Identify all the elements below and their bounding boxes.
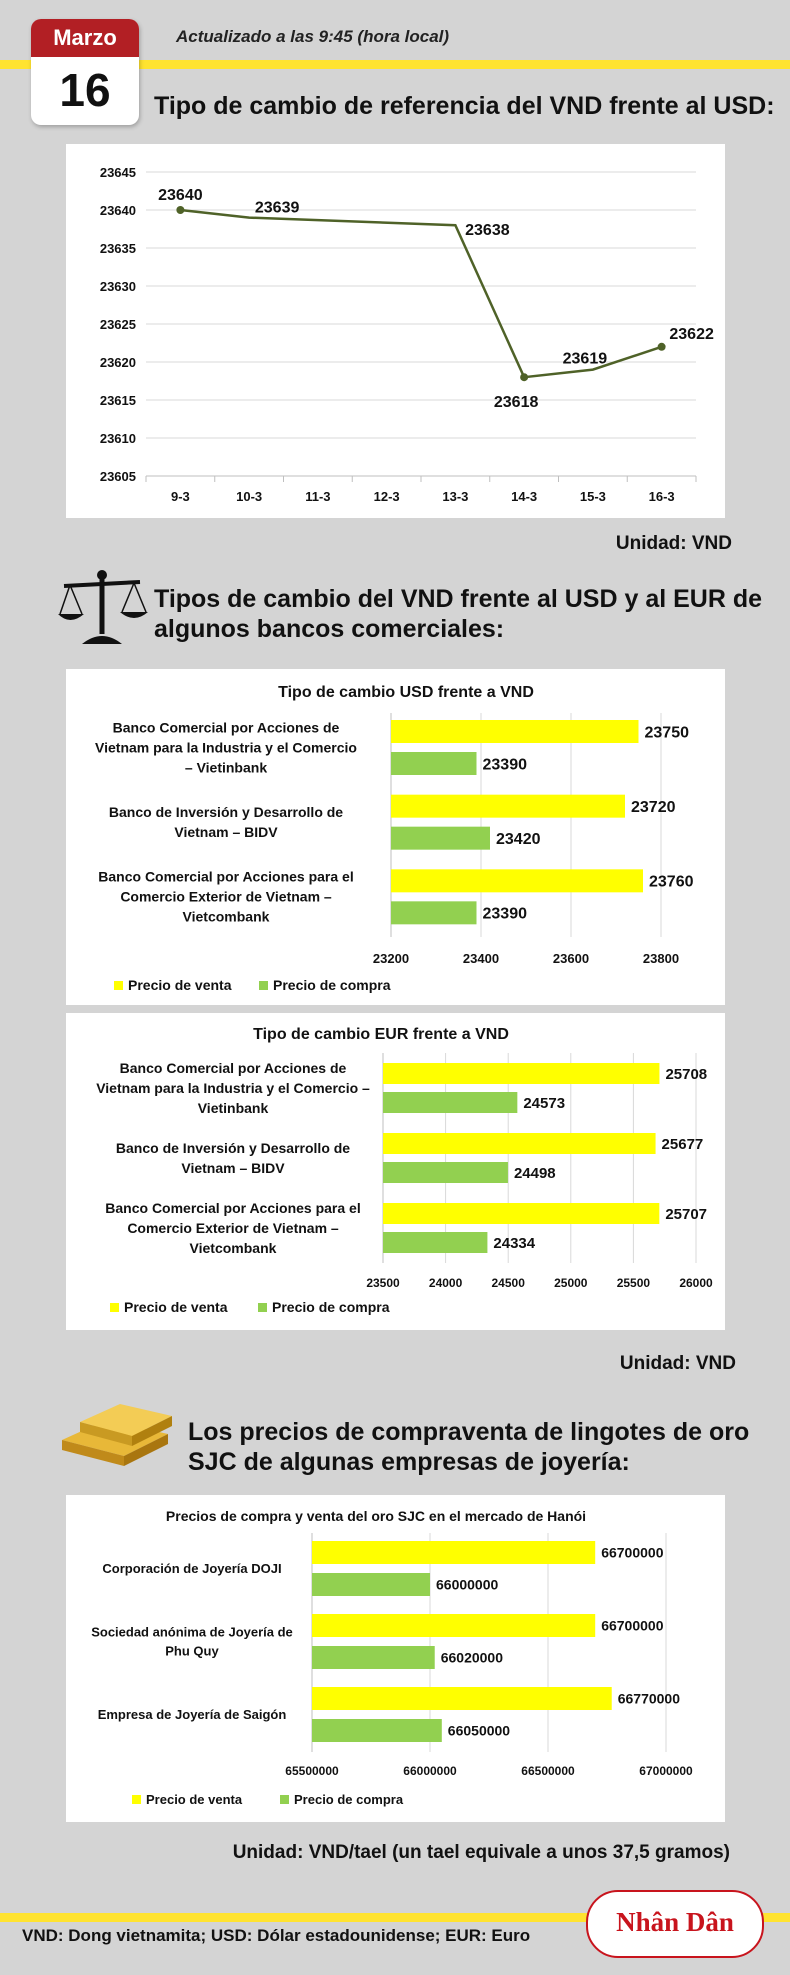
section2-title-line1: Tipos de cambio del VND frente al USD y al EUR de [154,585,763,613]
category-label: Banco Comercial por Acciones de [119,1059,347,1076]
buy-bar [312,1573,430,1596]
date-calendar [31,19,139,125]
gold-bar-chart-panel [66,1495,725,1822]
data-label: 66700000 [601,1544,664,1561]
data-label: 23750 [644,724,689,742]
data-label: 66020000 [440,1649,504,1666]
legend-sell-swatch [110,1303,119,1312]
category-label: Vietnam – BIDV [174,824,278,841]
section1-unit: Unidad: VND [615,533,732,554]
legend-label: Precio de venta [124,1299,228,1315]
calendar-day: 16 [59,64,111,116]
section2-title [154,584,762,644]
legend-label: Precio de compra [272,1299,390,1315]
x-tick-label: 23500 [366,1276,400,1290]
section3-title [188,1417,749,1477]
category-label: Empresa de Joyería de Saigón [97,1707,287,1723]
sell-bar [383,1203,659,1224]
buy-bar [383,1162,508,1183]
buy-bar [391,901,477,924]
y-tick-label: 23630 [99,279,136,294]
buy-bar [312,1719,442,1742]
sell-bar [312,1541,595,1564]
data-label: 23622 [669,325,714,343]
calendar-month: Marzo [31,19,139,57]
legend-label: Precio de compra [273,977,391,993]
data-label: 66700000 [601,1617,664,1634]
section3-title-line2: SJC de algunas empresas de joyería: [188,1448,630,1476]
buy-bar [391,827,490,850]
buy-bar [383,1092,517,1113]
y-tick-label: 23610 [99,431,136,446]
data-point [658,343,666,351]
x-tick-label: 23200 [372,951,410,966]
data-label: 24334 [493,1234,536,1252]
data-label: 23390 [482,905,527,923]
gold-bar-icon [58,1390,178,1470]
category-label: Banco Comercial por Acciones para el [98,868,354,885]
y-tick-label: 23640 [99,203,136,218]
data-point [520,373,528,381]
sell-bar [312,1687,612,1710]
section1-title: Tipo de cambio de referencia del VND frente al USD: [154,92,775,120]
data-label: 25707 [665,1205,708,1223]
line-chart-panel [66,144,725,518]
data-label: 24498 [513,1164,556,1182]
sell-bar [391,720,639,743]
category-label: Sociedad anónima de Joyería de [91,1624,293,1640]
chart-title: Precios de compra y venta del oro SJC en el mercado de Hanói [165,1508,587,1524]
x-tick-label: 23600 [552,951,590,966]
sell-bar [391,869,643,892]
x-tick-label: 66500000 [521,1764,575,1778]
data-label: 23619 [562,350,608,368]
eur-bar-chart-panel [66,1013,725,1330]
category-label: Comercio Exterior de Vietnam – [127,1219,339,1236]
x-tick-label: 67000000 [639,1764,693,1778]
legend-sell-swatch [114,981,123,990]
x-tick-label: 15-3 [579,489,606,504]
category-label: Vietcombank [182,908,270,925]
x-tick-label: 12-3 [373,489,400,504]
nhan-dan-logo: Nhân Dân [586,1890,764,1958]
y-tick-label: 23625 [99,317,136,332]
x-tick-label: 10-3 [236,489,263,504]
x-tick-label: 23800 [642,951,680,966]
eur-bank-rate-chart [66,1013,725,1330]
category-label: Vietnam para la Industria y el Comercio – [96,1079,370,1096]
category-label: Corporación de Joyería DOJI [102,1561,282,1577]
data-label: 23760 [649,873,694,891]
category-label: Banco de Inversión y Desarrollo de [115,1139,351,1156]
category-label: Vietcombank [189,1239,277,1256]
legend-buy-swatch [258,1303,267,1312]
data-label: 66000000 [436,1576,499,1593]
data-point [176,206,184,214]
usd-bar-chart-panel [66,669,725,1005]
abbreviation-note: VND: Dong vietnamita; USD: Dólar estadounidense; EUR: Euro [22,1926,531,1945]
x-tick-label: 24000 [428,1276,463,1290]
x-tick-label: 26000 [679,1276,713,1290]
sell-bar [391,795,625,818]
updated-time: Actualizado a las 9:45 (hora local) [176,27,450,46]
section2-unit: Unidad: VND [619,1353,736,1374]
category-label: Vietnam para la Industria y el Comercio [95,739,357,756]
legend-sell-swatch [132,1795,141,1804]
buy-bar [391,752,477,775]
x-tick-label: 9-3 [170,489,190,504]
data-label: 66770000 [617,1690,681,1707]
usd-bank-rate-chart [66,669,725,1005]
category-label: – Vietinbank [184,759,268,776]
section3-unit: Unidad: VND/tael (un tael equivale a unos 37,5 gramos) [232,1842,730,1863]
data-label: 23390 [482,756,527,774]
section2-title-line2: algunos bancos comerciales: [154,615,505,643]
category-label: Comercio Exterior de Vietnam – [120,888,332,905]
chart-title: Tipo de cambio USD frente a VND [278,684,534,701]
x-tick-label: 14-3 [511,489,538,504]
x-tick-label: 13-3 [442,489,469,504]
x-tick-label: 25000 [554,1276,588,1290]
legend-label: Precio de venta [128,977,232,993]
buy-bar [312,1646,435,1669]
data-label: 24573 [523,1094,566,1112]
legend-buy-swatch [259,981,268,990]
category-label: Phu Quy [165,1643,219,1659]
category-label: Banco Comercial por Acciones de [112,719,340,736]
x-tick-label: 16-3 [648,489,675,504]
reference-rate-line-chart [66,144,725,518]
x-tick-label: 65500000 [285,1764,339,1778]
data-label: 25677 [661,1135,704,1153]
x-tick-label: 11-3 [305,489,331,504]
legend-buy-swatch [280,1795,289,1804]
data-label: 23720 [631,798,676,816]
y-tick-label: 23645 [99,165,136,180]
y-tick-label: 23635 [99,241,136,256]
data-label: 66050000 [447,1722,511,1739]
buy-bar [383,1232,487,1253]
category-label: Vietnam – BIDV [181,1159,285,1176]
data-label: 23638 [465,222,510,240]
category-label: Vietinbank [197,1099,269,1116]
sell-bar [383,1063,659,1084]
data-label: 23420 [496,830,541,848]
section3-title-line1: Los precios de compraventa de lingotes de oro [188,1418,750,1446]
data-label: 25708 [665,1065,708,1083]
x-tick-label: 66000000 [403,1764,457,1778]
category-label: Banco Comercial por Acciones para el [105,1199,361,1216]
chart-title: Tipo de cambio EUR frente a VND [253,1026,509,1043]
data-label: 23640 [158,187,203,204]
sell-bar [312,1614,595,1637]
x-tick-label: 24500 [491,1276,525,1290]
y-tick-label: 23605 [99,469,136,484]
legend-label: Precio de compra [294,1792,404,1807]
category-label: Banco de Inversión y Desarrollo de [108,804,344,821]
x-tick-label: 25500 [616,1276,651,1290]
gold-price-chart [66,1495,725,1822]
y-tick-label: 23620 [99,355,136,370]
data-label: 23639 [254,199,300,217]
x-tick-label: 23400 [462,951,500,966]
sell-bar [383,1133,656,1154]
y-tick-label: 23615 [99,393,136,408]
legend-label: Precio de venta [146,1792,243,1807]
scale-icon [56,568,148,650]
data-label: 23618 [493,394,539,412]
